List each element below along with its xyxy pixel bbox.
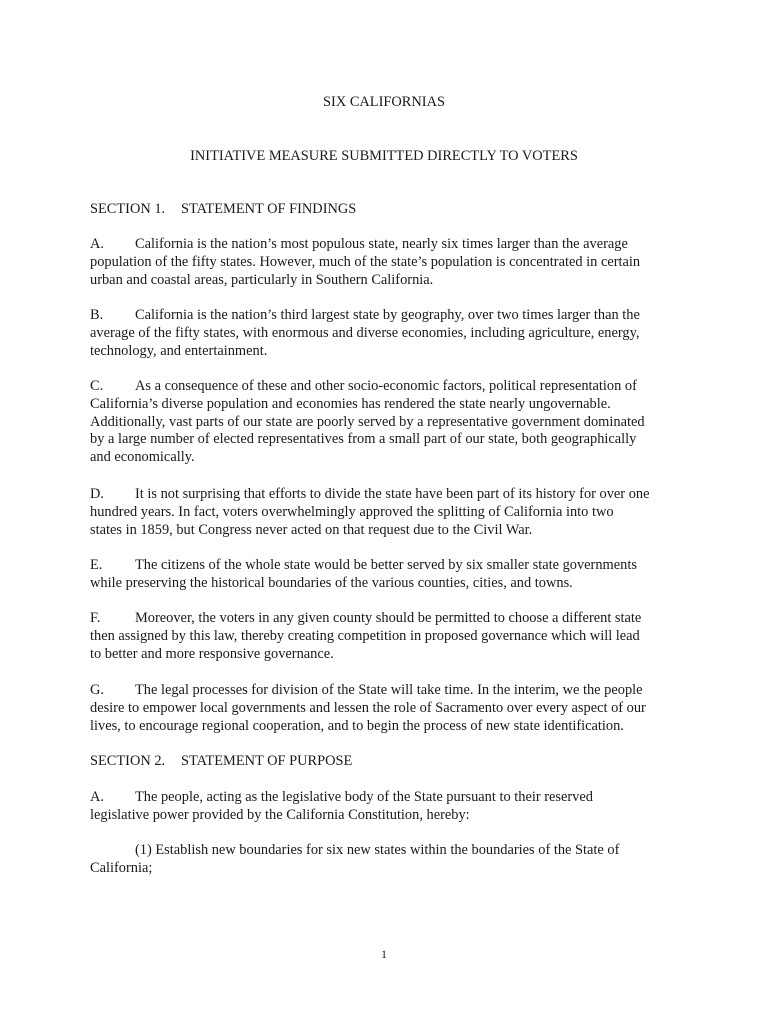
- purpose-a-item-1-line-2: California;: [90, 859, 153, 876]
- finding-b-line-1: California is the nation’s third largest state by geography, over two times larger than the: [135, 307, 640, 323]
- finding-g: [90, 682, 680, 735]
- purpose-a-line-2: legislative power provided by the California Constitution, hereby:: [90, 806, 470, 823]
- purpose-a-letter: A.: [90, 789, 104, 805]
- purpose-a-item-1: [90, 842, 680, 878]
- finding-b-letter: B.: [90, 307, 104, 323]
- finding-c: [90, 378, 680, 467]
- purpose-a-item-1-line-1: (1) Establish new boundaries for six new states within the boundaries of the State of: [135, 842, 620, 858]
- finding-d-line-2: hundred years. In fact, voters overwhelmingly approved the splitting of California into two: [90, 503, 614, 520]
- finding-c-line-4: by a large number of elected representatives from a small part of our state, both geographically: [90, 431, 637, 448]
- purpose-a-line-1: The people, acting as the legislative body of the State pursuant to their reserved: [135, 789, 593, 805]
- finding-f-line-3: to better and more responsive governance.: [90, 645, 334, 662]
- finding-d-line-1: It is not surprising that efforts to divide the state have been part of its history for over one: [135, 486, 650, 502]
- section-1-title: STATEMENT OF FINDINGS: [181, 201, 357, 217]
- finding-d-letter: D.: [90, 486, 104, 502]
- purpose-a: [90, 789, 680, 825]
- finding-b: [90, 307, 680, 360]
- finding-a-line-2: population of the fifty states. However, much of the state’s population is concentrated in certain: [90, 253, 641, 270]
- finding-f: [90, 610, 680, 663]
- finding-g-letter: G.: [90, 682, 104, 698]
- finding-c-letter: C.: [90, 378, 104, 394]
- page-number: 1: [381, 947, 387, 961]
- document-subtitle: INITIATIVE MEASURE SUBMITTED DIRECTLY TO VOTERS: [190, 148, 578, 164]
- finding-d: [90, 486, 680, 539]
- finding-f-line-1: Moreover, the voters in any given county should be permitted to choose a different state: [135, 610, 642, 626]
- finding-a-letter: A.: [90, 236, 104, 252]
- finding-a-line-1: California is the nation’s most populous state, nearly six times larger than the average: [135, 236, 628, 252]
- section-2-label: SECTION 2.: [90, 753, 166, 769]
- finding-f-line-2: then assigned by this law, thereby creating competition in proposed governance which will lead: [90, 627, 640, 644]
- finding-c-line-5: and economically.: [90, 449, 195, 466]
- finding-e-letter: E.: [90, 557, 103, 573]
- finding-b-line-3: technology, and entertainment.: [90, 342, 268, 359]
- finding-e-line-1: The citizens of the whole state would be better served by six smaller state governments: [135, 557, 637, 573]
- finding-a: [90, 236, 680, 289]
- finding-e: [90, 557, 680, 593]
- section-2-heading: [90, 753, 352, 771]
- finding-g-line-2: desire to empower local governments and lessen the role of Sacramento over every aspect of our: [90, 699, 646, 716]
- finding-e-line-2: while preserving the historical boundaries of the various counties, cities, and towns.: [90, 574, 573, 591]
- section-2-title: STATEMENT OF PURPOSE: [181, 753, 353, 769]
- finding-c-line-1: As a consequence of these and other socio-economic factors, political representation of: [135, 378, 637, 394]
- finding-c-line-2: California’s diverse population and economies has rendered the state nearly ungovernable.: [90, 395, 611, 412]
- document-title: SIX CALIFORNIAS: [323, 94, 445, 110]
- finding-f-letter: F.: [90, 610, 101, 626]
- finding-c-line-3: Additionally, vast parts of our state are poorly served by a representative government dominated: [90, 413, 645, 430]
- section-1-label: SECTION 1.: [90, 201, 166, 217]
- section-1-heading: [90, 201, 356, 219]
- finding-a-line-3: urban and coastal areas, particularly in Southern California.: [90, 271, 434, 288]
- finding-d-line-3: states in 1859, but Congress never acted on that request due to the Civil War.: [90, 521, 533, 538]
- finding-b-line-2: average of the fifty states, with enormous and diverse economies, including agriculture, energy,: [90, 324, 640, 341]
- finding-g-line-1: The legal processes for division of the State will take time. In the interim, we the people: [135, 682, 643, 698]
- finding-g-line-3: lives, to encourage regional cooperation, and to begin the process of new state identification.: [90, 717, 624, 734]
